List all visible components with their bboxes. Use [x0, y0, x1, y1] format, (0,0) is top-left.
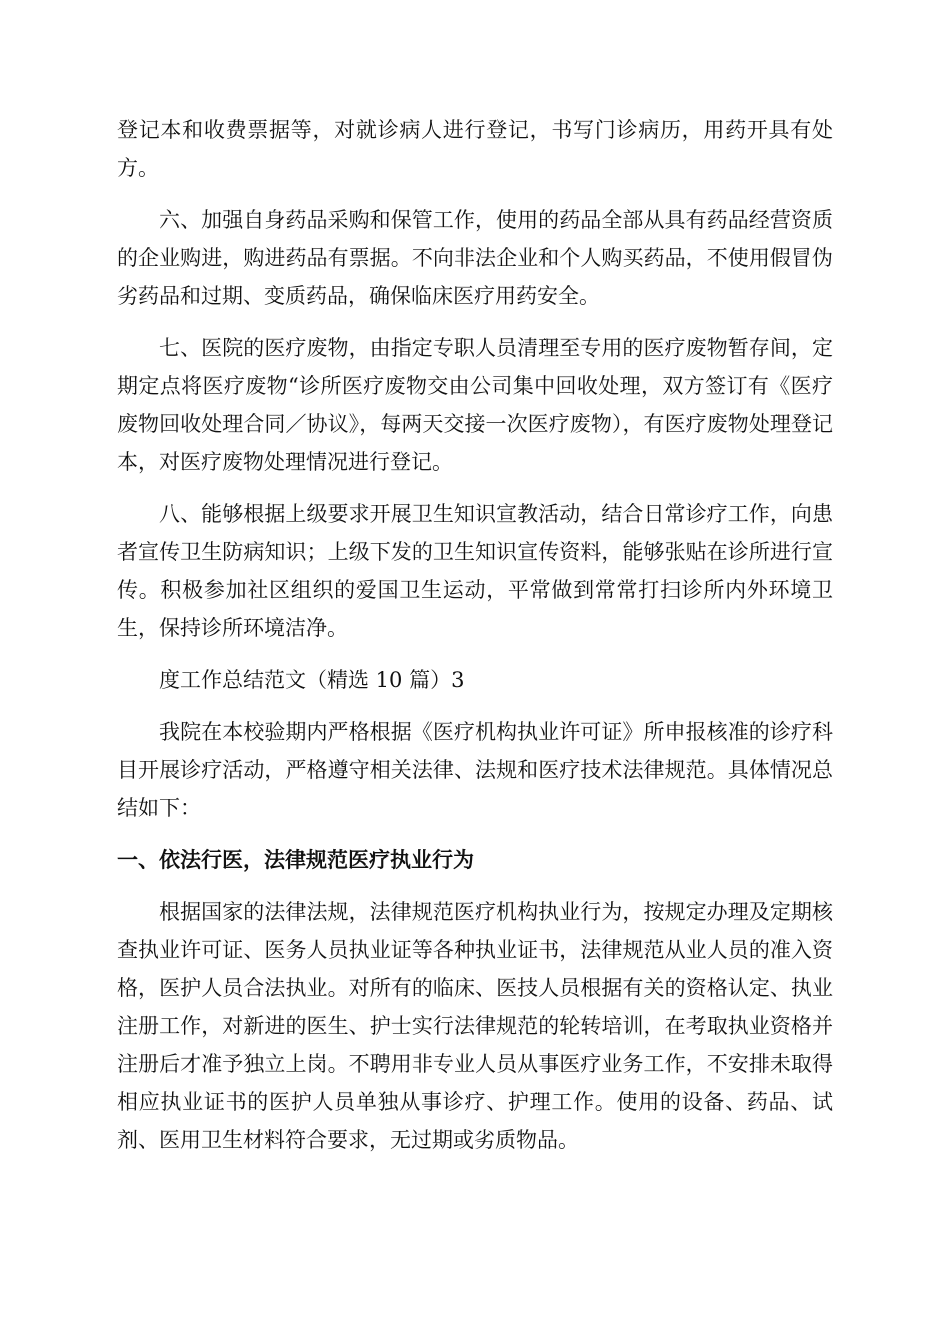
paragraph-intro: 我院在本校验期内严格根据《医疗机构执业许可证》所申报核准的诊疗科目开展诊疗活动，严格遵守相关法律、法规和医疗技术法律规范。具体情况总结如下：	[117, 720, 833, 820]
paragraph-lawful-practice: 根据国家的法律法规，法律规范医疗机构执业行为，按规定办理及定期核查执业许可证、医务人员执业证等各种执业证书，法律规范从业人员的准入资格，医护人员合法执业。对所有的临床、医技人员根据有关的资格认定、执业注册工作，对新进的医生、护士实行法律规范的轮转培训，在考取执业资格并注册后才准予独立上岗。不聘用非专业人员从事医疗业务工作，不安排未取得相应执业证书的医护人员单独从事诊疗、护理工作。使用的设备、药品、试剂、医用卫生材料符合要求，无过期或劣质物品。	[117, 900, 833, 1152]
paragraph-item-eight: 八、能够根据上级要求开展卫生知识宣教活动，结合日常诊疗工作，向患者宣传卫生防病知识；上级下发的卫生知识宣传资料，能够张贴在诊所进行宣传。积极参加社区组织的爱国卫生运动，平常做到常常打扫诊所内外环境卫生，保持诊所环境洁净。	[117, 502, 833, 640]
section-title: 度工作总结范文（精选 10 篇）3	[159, 668, 465, 692]
paragraph-registration-continued: 登记本和收费票据等，对就诊病人进行登记，书写门诊病历，用药开具有处方。	[117, 118, 833, 180]
paragraph-item-seven: 七、医院的医疗废物，由指定专职人员清理至专用的医疗废物暂存间，定期定点将医疗废物“诊所医疗废物交由公司集中回收处理，双方签订有《医疗废物回收处理合同／协议》，每两天交接一次医疗废物），有医疗废物处理登记本，对医疗废物处理情况进行登记。	[117, 336, 833, 474]
section-heading-lawful-practice: 一、依法行医，法律规范医疗执业行为	[117, 847, 474, 872]
paragraph-item-six: 六、加强自身药品采购和保管工作，使用的药品全部从具有药品经营资质的企业购进，购进药品有票据。不向非法企业和个人购买药品，不使用假冒伪劣药品和过期、变质药品，确保临床医疗用药安全。	[117, 208, 833, 308]
document-body	[117, 111, 833, 1159]
